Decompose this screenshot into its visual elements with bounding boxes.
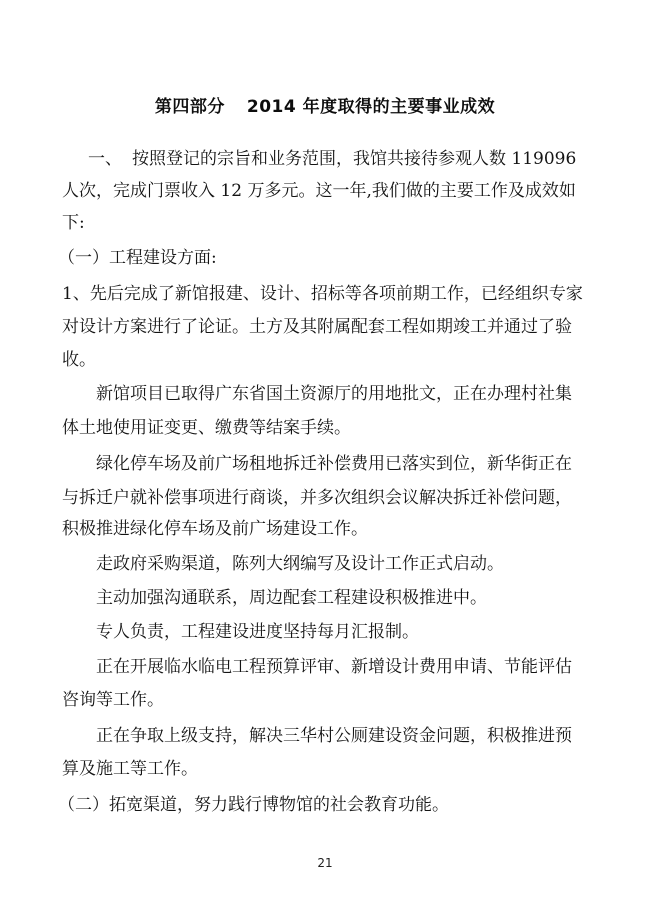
- paragraph-1-line-1: [62, 148, 576, 170]
- section-title-text: 2014 年度取得的主要事业成效: [246, 97, 496, 117]
- paragraph-1-line-3: 下:: [62, 213, 85, 233]
- paragraph-2-line-1: 1、先后完成了新馆报建、设计、招标等各项前期工作，已经组织专家: [62, 284, 583, 304]
- paragraph-3-line-2: 体土地使用证变更、缴费等结案手续。: [62, 418, 351, 438]
- subsection-heading-1: （一）工程建设方面:: [58, 248, 217, 268]
- section-title-part: 第四部分: [154, 97, 225, 117]
- section-title: [0, 92, 650, 117]
- paragraph-1-text: 按照登记的宗旨和业务范围，我馆共接待参观人数 119096: [132, 149, 577, 169]
- paragraph-6-line-1: 主动加强沟通联系，周边配套工程建设积极推进中。: [96, 588, 487, 608]
- paragraph-9-line-2: 算及施工等工作。: [62, 759, 198, 779]
- paragraph-1-marker: 一、: [88, 149, 122, 169]
- page-number: 21: [317, 856, 333, 870]
- paragraph-8-line-1: 正在开展临水临电工程预算评审、新增设计费用申请、节能评估: [96, 657, 572, 677]
- paragraph-4-line-3: 积极推进绿化停车场及前广场建设工作。: [62, 519, 368, 539]
- paragraph-3-line-1: 新馆项目已取得广东省国土资源厅的用地批文，正在办理村社集: [96, 384, 572, 404]
- paragraph-2-line-2: 对设计方案进行了论证。土方及其附属配套工程如期竣工并通过了验: [62, 317, 572, 337]
- paragraph-8-line-2: 咨询等工作。: [62, 690, 164, 710]
- paragraph-2-line-3: 收。: [62, 350, 96, 370]
- paragraph-4-line-1: 绿化停车场及前广场租地拆迁补偿费用已落实到位，新华街正在: [96, 454, 572, 474]
- paragraph-1-line-2: 人次，完成门票收入 12 万多元。这一年,我们做的主要工作及成效如: [62, 181, 576, 201]
- paragraph-7-line-1: 专人负责，工程建设进度坚持每月汇报制。: [96, 622, 419, 642]
- subsection-heading-2: （二）拓宽渠道，努力践行博物馆的社会教育功能。: [58, 795, 449, 815]
- paragraph-5-line-1: 走政府采购渠道，陈列大纲编写及设计工作正式启动。: [96, 554, 504, 574]
- paragraph-4-line-2: 与拆迁户就补偿事项进行商谈，并多次组织会议解决拆迁补偿问题，: [62, 488, 572, 508]
- paragraph-9-line-1: 正在争取上级支持，解决三华村公厕建设资金问题，积极推进预: [96, 726, 572, 746]
